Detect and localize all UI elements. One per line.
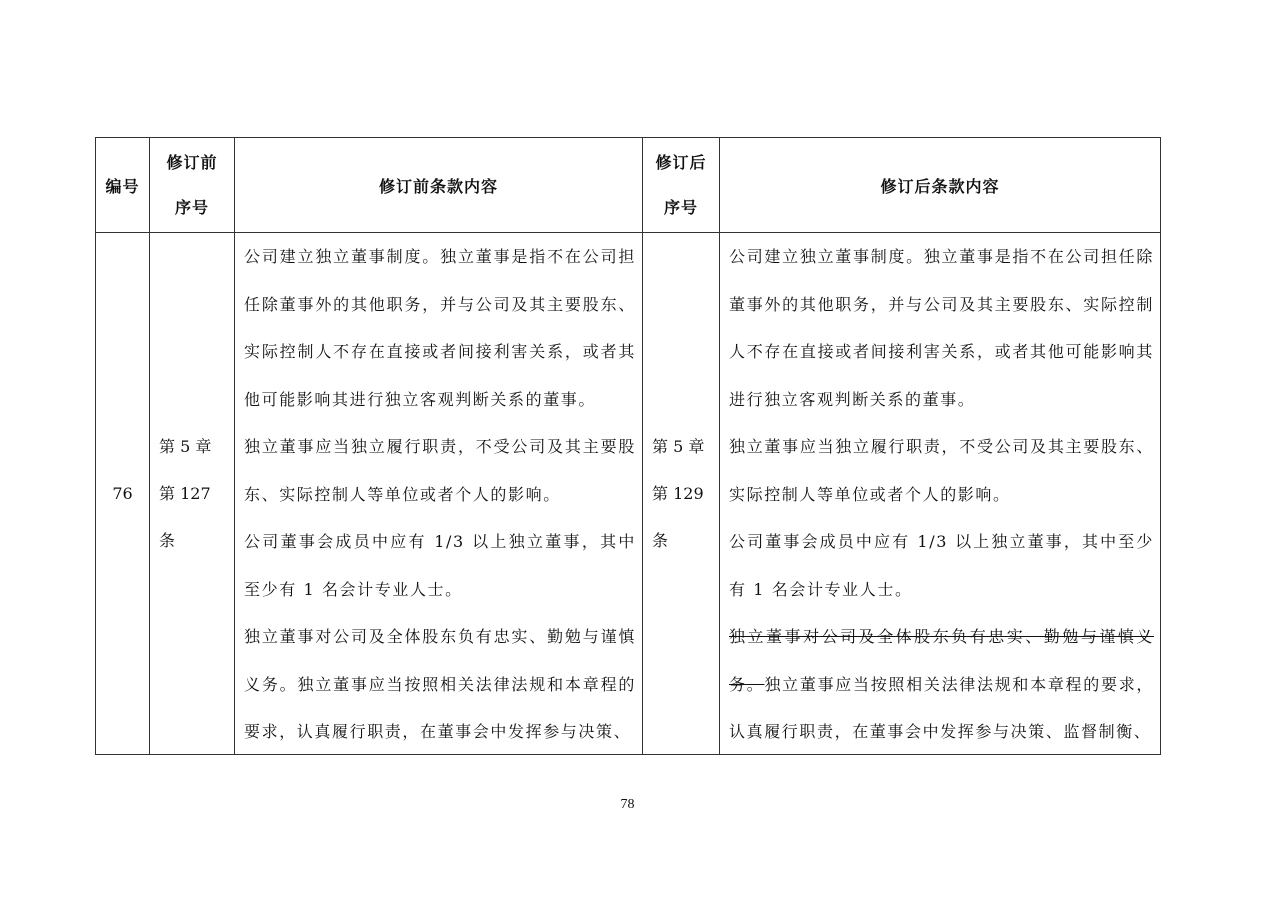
old-paragraph: 公司建立独立董事制度。独立董事是指不在公司担任除董事外的其他职务，并与公司及其主要股东、实际控制人不存在直接或者间接利害关系，或者其他可能影响其进行独立客观判断关系的董事。	[244, 247, 636, 409]
header-new-content: 修订后条款内容	[720, 138, 1161, 233]
header-old-sequence-line1: 修订前	[166, 153, 218, 172]
old-sequence-line: 第 127	[159, 484, 211, 503]
old-sequence-cell	[150, 233, 235, 755]
old-content-cell	[235, 233, 643, 755]
header-number: 编号	[96, 138, 150, 233]
new-sequence-line: 条	[652, 531, 669, 550]
new-paragraph: 公司董事会成员中应有 1/3 以上独立董事，其中至少有 1 名会计专业人士。	[729, 532, 1154, 599]
old-paragraph: 公司董事会成员中应有 1/3 以上独立董事，其中至少有 1 名会计专业人士。	[244, 532, 636, 599]
revision-table	[95, 137, 1161, 755]
deleted-text: 独立董事对公司及全体股东负有忠实、勤勉与谨慎义务。	[729, 627, 1154, 694]
new-paragraph: 公司建立独立董事制度。独立董事是指不在公司担任除董事外的其他职务，并与公司及其主要股东、实际控制人不存在直接或者间接利害关系，或者其他可能影响其进行独立客观判断关系的董事。	[729, 247, 1154, 409]
table-row	[96, 233, 1161, 755]
new-sequence-line: 第 129	[652, 484, 704, 503]
table-header-row	[96, 138, 1161, 233]
old-sequence-line: 条	[159, 531, 176, 550]
header-old-sequence-line2: 序号	[174, 198, 209, 217]
header-new-sequence-line2: 序号	[663, 198, 698, 217]
old-paragraph: 独立董事对公司及全体股东负有忠实、勤勉与谨慎义务。独立董事应当按照相关法律法规和本章程的要求，认真履行职责，在董事会中发挥参与决策、	[244, 627, 636, 741]
new-sequence-cell	[643, 233, 720, 755]
new-content-cell	[720, 233, 1161, 755]
new-sequence-line: 第 5 章	[652, 437, 705, 456]
header-old-content: 修订前条款内容	[235, 138, 643, 233]
header-new-sequence-line1: 修订后	[655, 153, 707, 172]
page-number: 78	[620, 797, 635, 812]
new-paragraph: 独立董事应当独立履行职责，不受公司及其主要股东、实际控制人等单位或者个人的影响。	[729, 437, 1154, 504]
row-number: 76	[96, 233, 150, 755]
new-paragraph-revised	[729, 613, 1154, 754]
header-old-sequence	[150, 138, 235, 233]
old-sequence-line: 第 5 章	[159, 437, 212, 456]
old-paragraph: 独立董事应当独立履行职责，不受公司及其主要股东、实际控制人等单位或者个人的影响。	[244, 437, 636, 504]
retained-text: 独立董事应当按照相关法律法规和本章程的要求，认真履行职责，在董事会中发挥参与决策、监督制衡、	[729, 674, 1154, 741]
header-new-sequence	[643, 138, 720, 233]
